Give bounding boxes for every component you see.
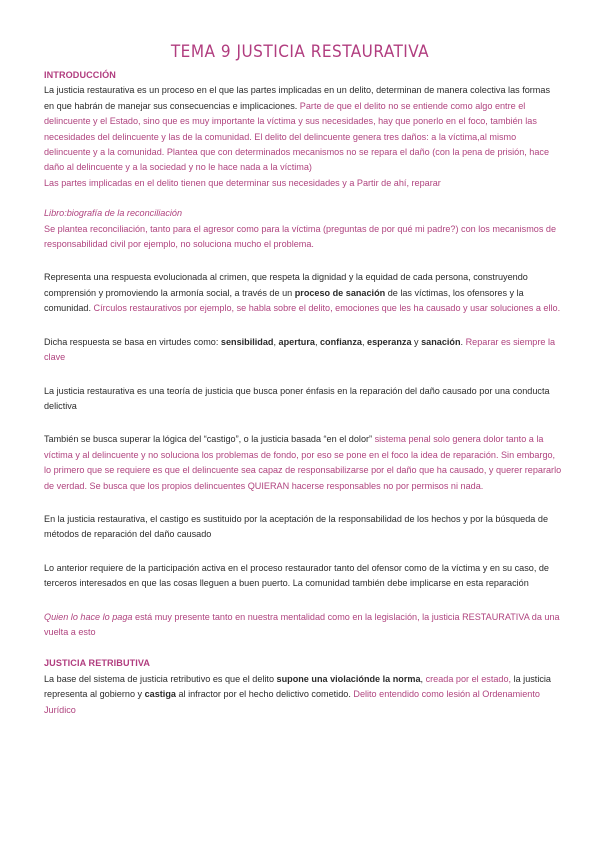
emphasis-text: apertura bbox=[278, 336, 315, 347]
paragraph-teoria: La justicia restaurativa es una teoría de justicia que busca poner énfasis en la reparación del daño causado por una conducta delictiva bbox=[44, 385, 550, 411]
paragraph-note: Delito entendido como lesión al Ordenamiento Jurídico bbox=[44, 689, 540, 715]
emphasis-text: confianza bbox=[320, 336, 362, 347]
emphasis-text: castiga bbox=[144, 689, 176, 700]
paragraph-participacion: Lo anterior requiere de la participación activa en el proceso restaurador tanto del ofensor como de la víctima y en su caso, de terceros interesados en que las cosas lleguen a buen puerto. La comunidad también debe implicarse en esta reparación bbox=[44, 562, 549, 589]
paragraph-retributiva bbox=[44, 672, 562, 718]
book-prefix: Libro: bbox=[44, 208, 67, 219]
paragraph-note: creada por el estado, bbox=[423, 673, 512, 684]
section-heading-introduccion: INTRODUCCIÓN bbox=[44, 70, 116, 80]
section-heading-justicia-retributiva: JUSTICIA RETRIBUTIVA bbox=[44, 658, 151, 669]
separator: , bbox=[314, 336, 320, 347]
paragraph-note: Se plantea reconciliación, tanto para el agresor como para la víctima (preguntas de por qué mi padre?) con los mecanismos de responsabilidad civil por ejemplo, no soluciona mucho el problema. bbox=[44, 223, 557, 250]
separator: . bbox=[460, 336, 464, 347]
emphasis-text: sanación bbox=[421, 336, 461, 347]
emphasis-text: proceso de sanación bbox=[294, 287, 386, 298]
paragraph-text: al infractor por el hecho delictivo cometido. bbox=[175, 689, 351, 700]
paragraph-note: está muy presente tanto en nuestra mentalidad como en la legislación, la justicia RESTAURATIVA da una vuelta a esto bbox=[44, 611, 560, 637]
book-name: biografía de la reconciliación bbox=[66, 208, 183, 219]
paragraph-text: de las víctimas, los ofensores y la comunidad. bbox=[44, 287, 524, 314]
paragraph-text: También se busca superar la lógica del “castigo”, o la justicia basada “en el dolor” bbox=[44, 434, 373, 445]
italic-phrase: Quien lo hace lo paga bbox=[44, 611, 133, 622]
emphasis-text: esperanza bbox=[367, 336, 412, 347]
paragraph-text: La justicia restaurativa es un proceso en el que las partes implicadas en un delito, determinan de manera colectiva las formas en que habrán de manejar sus consecuencias e implicaciones. bbox=[44, 85, 550, 111]
separator: , bbox=[273, 336, 279, 347]
paragraph-note: sistema penal solo genera dolor tanto a la víctima y al delincuente y no soluciona los problemas de fondo, por eso se pone en el foco la idea de reparación. Sin embargo, lo primero que se requiere es que el delincuente sea capaz de responsabilizarse por el daño que ha causado, y querer repararlo de verdad. Se busca que los propios delincuentes QUIERAN hacerse responsables no por permisos ni nada. bbox=[44, 434, 562, 491]
paragraph-note: Reparar es siempre la clave bbox=[44, 336, 556, 363]
document-body bbox=[44, 68, 562, 718]
separator: y bbox=[411, 336, 422, 347]
separator: , bbox=[420, 673, 424, 684]
paragraph-note: Parte de que el delito no se entiende como algo entre el delincuente y el Estado, sino que es muy importante la víctima y sus necesidades, hay que ponerlo en el foco, también las necesidades del delincuente y las de la comunidad. El delito del delincuente genera tres daños: a la víctima,al mismo delincuente y a la comunidad. Plantea que con determinados mecanismos no se repara el daño (con la pena de prisión, hace daño al delincuente y a la sociedad y no le hace nada a la víctima) bbox=[44, 100, 550, 173]
paragraph-virtudes bbox=[44, 335, 562, 366]
paragraph-definition bbox=[44, 83, 562, 175]
book-reference bbox=[44, 206, 562, 221]
paragraph-text: Representa una respuesta evolucionada al crimen, que respeta la dignidad y la equidad de cada persona, construyendo comprensión y promoviendo la armonía social, a través de un bbox=[44, 272, 528, 298]
paragraph-note: Círculos restaurativos por ejemplo, se habla sobre el delito, emociones que les ha causado y usar soluciones a ello. bbox=[91, 303, 561, 314]
page-title: TEMA 9 JUSTICIA RESTAURATIVA bbox=[170, 42, 430, 62]
paragraph-text: Dicha respuesta se basa en virtudes como: bbox=[44, 336, 221, 347]
paragraph-castigo bbox=[44, 432, 562, 494]
paragraph-text: La base del sistema de justicia retributivo es que el delito bbox=[44, 673, 277, 684]
separator: , bbox=[361, 336, 368, 347]
emphasis-text: supone una violaciónde la norma bbox=[276, 673, 421, 684]
paragraph-sustitucion: En la justicia restaurativa, el castigo es sustituido por la aceptación de la responsabilidad de los hechos y por la búsqueda de métodos de reparación del daño causado bbox=[44, 513, 549, 540]
paragraph-text: la justicia representa al gobierno y bbox=[44, 673, 551, 700]
paragraph-note: Las partes implicadas en el delito tienen que determinar sus necesidades y a Partir de ahí, reparar bbox=[44, 177, 441, 188]
emphasis-text: sensibilidad bbox=[220, 336, 274, 347]
paragraph-respuesta bbox=[44, 270, 562, 316]
paragraph-quien-lo-hace bbox=[44, 610, 562, 641]
